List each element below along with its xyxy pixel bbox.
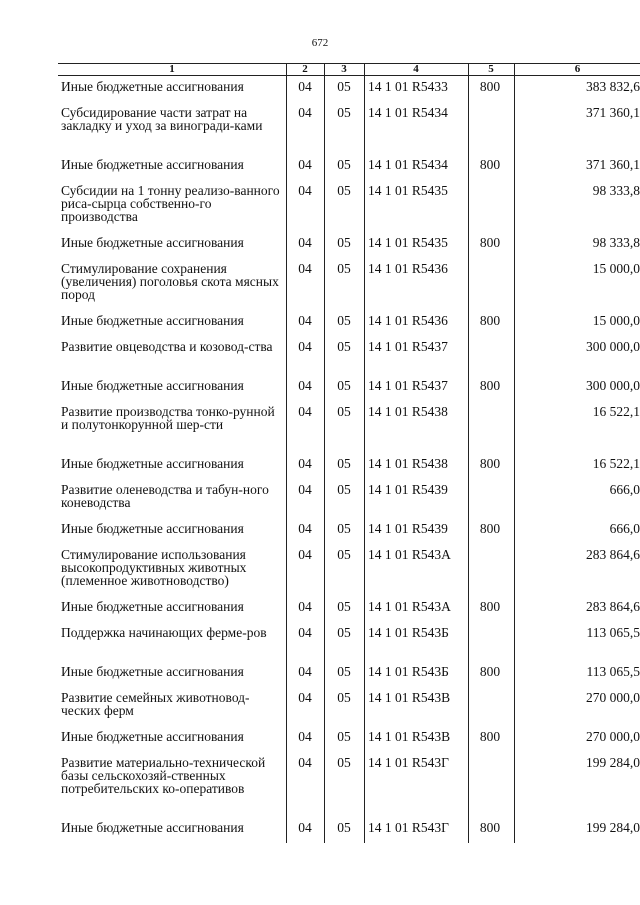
section-code: 04 [298,339,312,354]
subsection-code: 05 [337,729,351,744]
section-code: 04 [298,482,312,497]
column-divider [286,63,287,843]
amount-value: 283 864,6 [586,547,640,562]
column-header-6: 6 [574,63,581,75]
expense-type-code: 800 [479,313,501,328]
section-code: 04 [298,664,312,679]
subsection-code: 05 [337,157,351,172]
target-article-code: 14 1 01 R5434 [368,157,448,172]
amount-value: 98 333,8 [592,235,640,250]
section-code: 04 [298,690,312,705]
subsection-code: 05 [337,755,351,770]
subsection-code: 05 [337,235,351,250]
amount-value: 199 284,0 [586,755,640,770]
row-label: Иные бюджетные ассигнования [61,599,244,614]
section-code: 04 [298,79,312,94]
target-article-code: 14 1 01 R543A [368,599,451,614]
target-article-code: 14 1 01 R5435 [368,235,448,250]
amount-value: 371 360,1 [586,157,640,172]
target-article-code: 14 1 01 R5438 [368,456,448,471]
expense-type-code: 800 [479,235,501,250]
row-label: Развитие материально-технической базы сельскохозяй-ственных потребительских ко-оперативов [61,755,266,796]
subsection-code: 05 [337,625,351,640]
amount-value: 666,0 [609,482,640,497]
target-article-code: 14 1 01 R543Б [368,664,449,679]
section-code: 04 [298,261,312,276]
amount-value: 16 522,1 [592,404,640,419]
subsection-code: 05 [337,664,351,679]
column-header-5: 5 [488,63,494,75]
row-label: Стимулирование использования высокопродуктивных животных (племенное животноводство) [61,547,247,588]
amount-value: 270 000,0 [586,690,640,705]
target-article-code: 14 1 01 R5435 [368,183,448,198]
section-code: 04 [298,105,312,120]
section-code: 04 [298,157,312,172]
expense-type-code: 800 [479,664,501,679]
amount-value: 300 000,0 [586,378,640,393]
amount-value: 113 065,5 [586,664,640,679]
target-article-code: 14 1 01 R543A [368,547,451,562]
column-divider [324,63,325,843]
column-header-2: 2 [302,63,308,75]
amount-value: 383 832,6 [586,79,640,94]
amount-value: 15 000,0 [592,313,640,328]
amount-value: 666,0 [609,521,640,536]
target-article-code: 14 1 01 R543Г [368,755,449,770]
subsection-code: 05 [337,378,351,393]
subsection-code: 05 [337,261,351,276]
section-code: 04 [298,547,312,562]
subsection-code: 05 [337,79,351,94]
target-article-code: 14 1 01 R5437 [368,378,448,393]
amount-value: 16 522,1 [592,456,640,471]
row-label: Стимулирование сохранения (увеличения) поголовья скота мясных пород [61,261,279,302]
section-code: 04 [298,378,312,393]
subsection-code: 05 [337,456,351,471]
section-code: 04 [298,729,312,744]
target-article-code: 14 1 01 R5439 [368,482,448,497]
expense-type-code: 800 [479,378,501,393]
row-label: Субсидии на 1 тонну реализо-ванного риса-сырца собственно-го производства [61,183,280,224]
row-label: Иные бюджетные ассигнования [61,378,244,393]
subsection-code: 05 [337,404,351,419]
row-label: Иные бюджетные ассигнования [61,79,244,94]
row-label: Иные бюджетные ассигнования [61,729,244,744]
column-divider [364,63,365,843]
target-article-code: 14 1 01 R5436 [368,261,448,276]
row-label: Субсидирование части затрат на закладку и уход за виногради-ками [61,105,263,133]
row-label: Развитие оленеводства и табун-ного коневодства [61,482,269,510]
target-article-code: 14 1 01 R543В [368,729,451,744]
expense-type-code: 800 [479,157,501,172]
column-divider [468,63,469,843]
section-code: 04 [298,625,312,640]
amount-value: 371 360,1 [586,105,640,120]
expense-type-code: 800 [479,521,501,536]
subsection-code: 05 [337,599,351,614]
section-code: 04 [298,183,312,198]
column-header-4: 4 [413,63,419,75]
row-label: Иные бюджетные ассигнования [61,664,244,679]
target-article-code: 14 1 01 R5439 [368,521,448,536]
target-article-code: 14 1 01 R543Г [368,820,449,835]
column-header-1: 1 [169,63,175,75]
subsection-code: 05 [337,313,351,328]
row-label: Иные бюджетные ассигнования [61,521,244,536]
subsection-code: 05 [337,482,351,497]
expense-type-code: 800 [479,729,501,744]
amount-value: 98 333,8 [592,183,640,198]
target-article-code: 14 1 01 R5437 [368,339,448,354]
target-article-code: 14 1 01 R5438 [368,404,448,419]
expense-type-code: 800 [479,820,501,835]
row-label: Иные бюджетные ассигнования [61,313,244,328]
row-label: Развитие овцеводства и козовод-ства [61,339,273,354]
page-number: 672 [311,37,329,49]
section-code: 04 [298,404,312,419]
row-label: Иные бюджетные ассигнования [61,456,244,471]
target-article-code: 14 1 01 R543В [368,690,451,705]
row-label: Развитие семейных животновод-ческих ферм [61,690,250,718]
section-code: 04 [298,521,312,536]
amount-value: 300 000,0 [586,339,640,354]
subsection-code: 05 [337,339,351,354]
budget-table [58,63,640,843]
amount-value: 113 065,5 [586,625,640,640]
target-article-code: 14 1 01 R543Б [368,625,449,640]
section-code: 04 [298,456,312,471]
row-label: Иные бюджетные ассигнования [61,820,244,835]
expense-type-code: 800 [479,599,501,614]
target-article-code: 14 1 01 R5436 [368,313,448,328]
row-label: Поддержка начинающих ферме-ров [61,625,267,640]
section-code: 04 [298,755,312,770]
row-label: Иные бюджетные ассигнования [61,235,244,250]
section-code: 04 [298,235,312,250]
amount-value: 15 000,0 [592,261,640,276]
subsection-code: 05 [337,690,351,705]
expense-type-code: 800 [479,456,501,471]
target-article-code: 14 1 01 R5434 [368,105,448,120]
amount-value: 270 000,0 [586,729,640,744]
subsection-code: 05 [337,820,351,835]
target-article-code: 14 1 01 R5433 [368,79,448,94]
header-bottom-border [58,75,640,76]
column-header-3: 3 [341,63,347,75]
section-code: 04 [298,313,312,328]
subsection-code: 05 [337,521,351,536]
amount-value: 283 864,6 [586,599,640,614]
section-code: 04 [298,820,312,835]
expense-type-code: 800 [479,79,501,94]
subsection-code: 05 [337,105,351,120]
amount-value: 199 284,0 [586,820,640,835]
subsection-code: 05 [337,547,351,562]
row-label: Иные бюджетные ассигнования [61,157,244,172]
subsection-code: 05 [337,183,351,198]
column-divider [514,63,515,843]
row-label: Развитие производства тонко-рунной и полутонкорунной шер-сти [61,404,275,432]
section-code: 04 [298,599,312,614]
